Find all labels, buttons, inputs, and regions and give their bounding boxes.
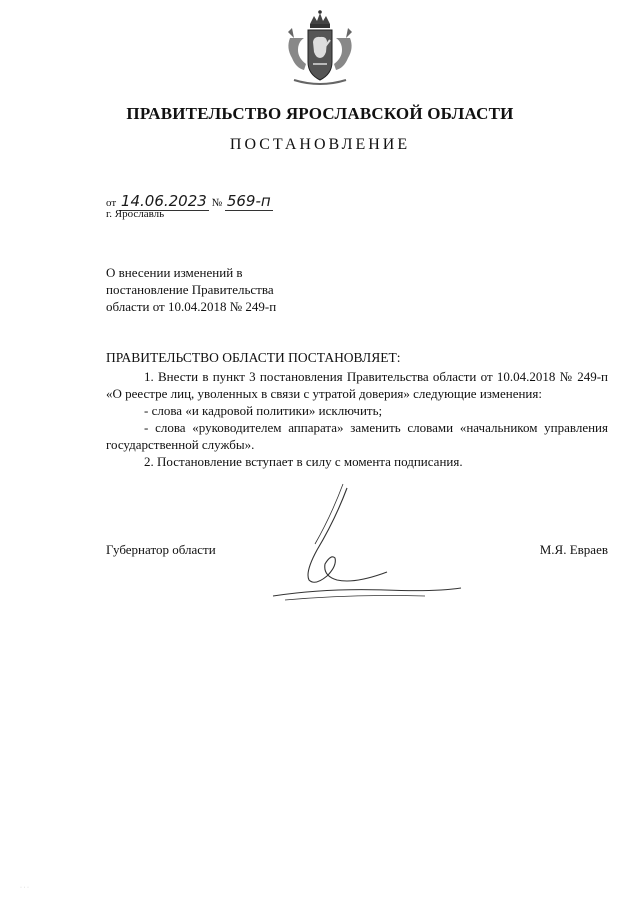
document-type: ПОСТАНОВЛЕНИЕ [229, 136, 411, 153]
subject-line: О внесении изменений в [106, 265, 243, 280]
decree-bullet-2: - слова «руководителем аппарата» заменить словами «начальником управления государственной службы». [106, 420, 608, 452]
subject-line: постановление Правительства [106, 282, 274, 297]
coat-of-arms-icon [280, 8, 360, 90]
signer-role: Губернатор области [106, 542, 216, 557]
decree-heading: ПРАВИТЕЛЬСТВО ОБЛАСТИ ПОСТАНОВЛЯЕТ: [106, 350, 401, 365]
subject-line: области от 10.04.2018 № 249-п [106, 299, 277, 314]
number-value: 569-п [226, 192, 271, 210]
government-title: ПРАВИТЕЛЬСТВО ЯРОСЛАВСКОЙ ОБЛАСТИ [126, 104, 514, 123]
city: г. Ярославль [106, 208, 165, 220]
decree-body [106, 368, 608, 470]
scan-artifact: · · · [20, 885, 29, 891]
number-prefix: № [211, 197, 223, 209]
decree-item-2: 2. Постановление вступает в силу с момента подписания. [144, 454, 463, 469]
decree-item-1: 1. Внести в пункт 3 постановления Правительства области от 10.04.2018 № 249-п «О реестре лиц, уволенных в связи с утратой доверия» следующие изменения: [106, 369, 608, 401]
handwritten-signature [265, 480, 465, 610]
signer-name: М.Я. Евраев [539, 542, 608, 557]
date-value: 14.06.2023 [120, 192, 207, 210]
subject-block [106, 264, 346, 315]
date-prefix: от [106, 197, 117, 209]
decree-bullet-1: - слова «и кадровой политики» исключить; [144, 403, 383, 418]
